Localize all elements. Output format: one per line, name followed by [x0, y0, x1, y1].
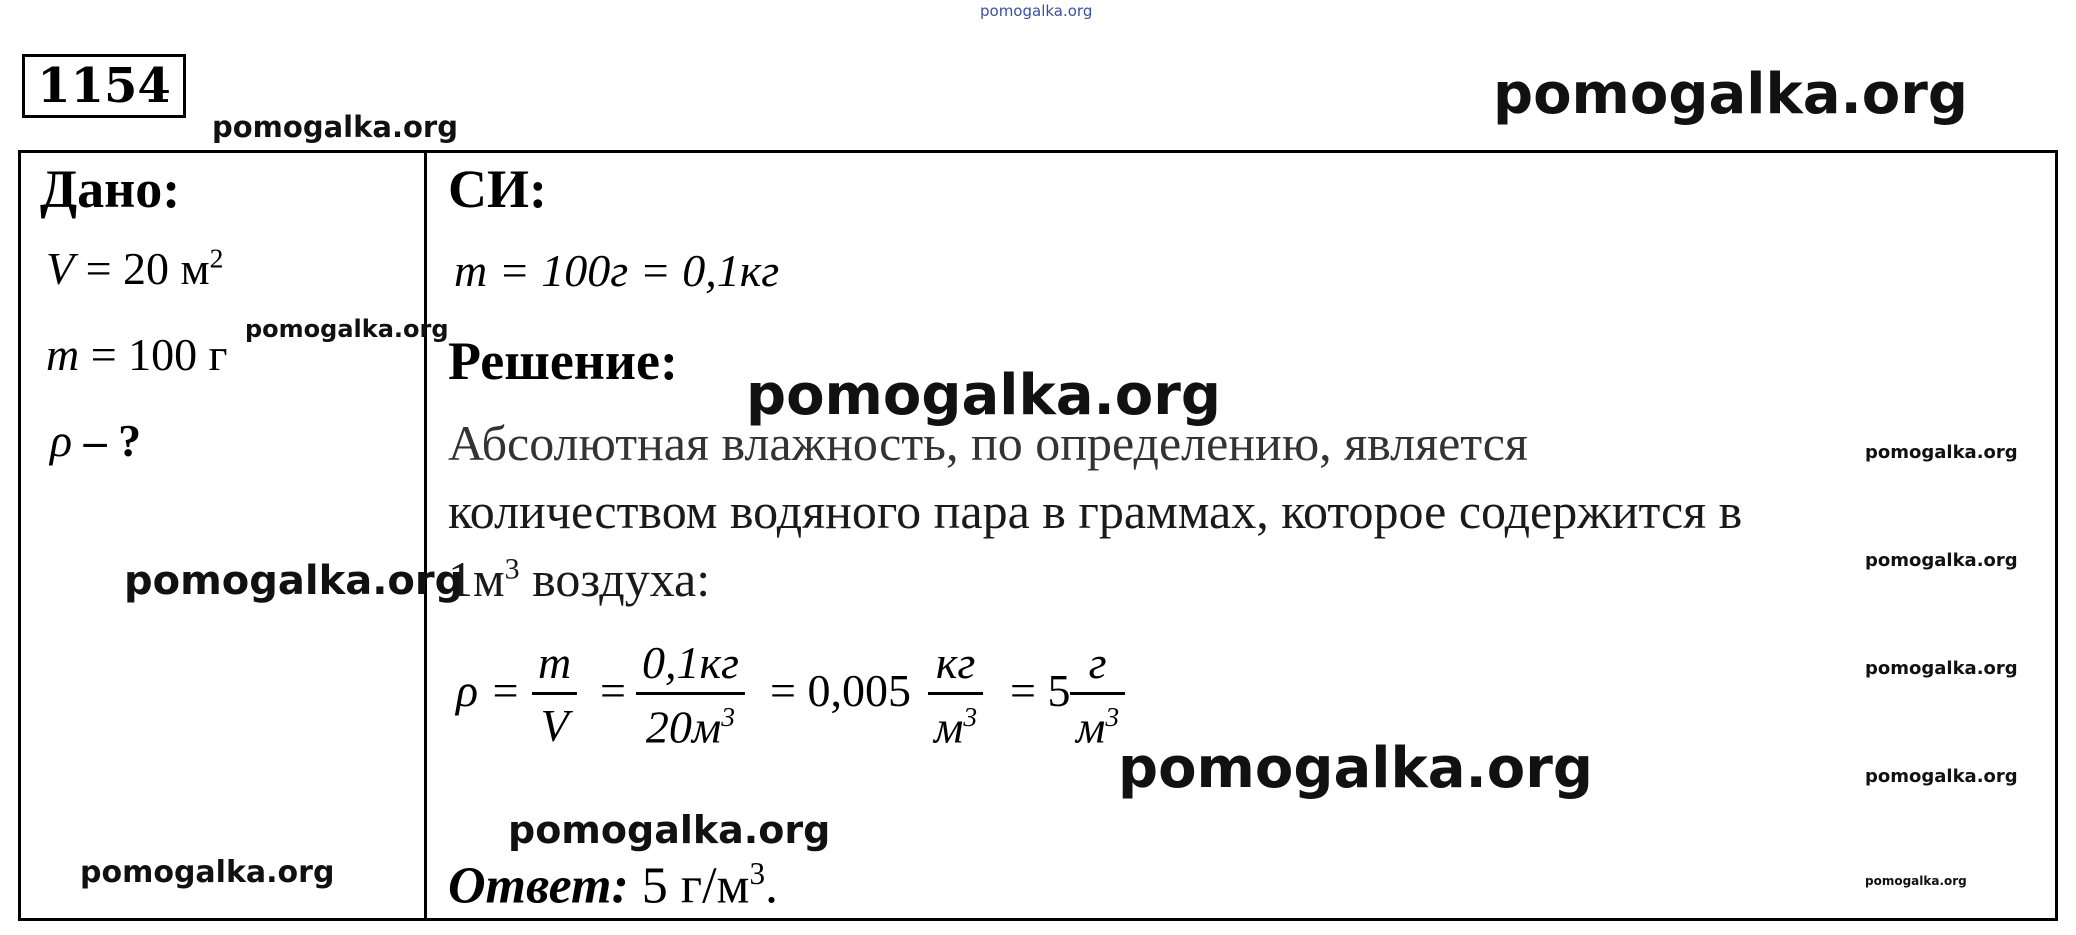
fraction-m-over-v-num: m	[538, 637, 572, 688]
given-volume-exp: 2	[209, 242, 224, 274]
fraction-kg-per-m3-exp: 3	[963, 701, 978, 732]
answer-value: 5 г/м	[628, 857, 750, 915]
fraction-mass-over-volume-num: 0,1кг	[642, 637, 739, 688]
answer-label: Ответ:	[448, 857, 629, 915]
watermark-right-5: pomogalka.org	[1865, 874, 1967, 888]
formula-eq1: =	[600, 665, 626, 716]
watermark-right-4: pomogalka.org	[1865, 766, 2018, 787]
given-unknown-var: ρ	[50, 415, 73, 466]
fraction-g-per-m3-den: м	[1076, 701, 1106, 753]
watermark-right-3: pomogalka.org	[1865, 658, 2018, 679]
answer-line	[448, 856, 778, 915]
given-mass-value: = 100 г	[79, 329, 228, 380]
formula-eq2: = 0,005	[770, 665, 911, 716]
solution-text-line2: количеством водяного пара в граммах, которое содержится в	[448, 483, 1743, 539]
given-volume	[46, 242, 223, 295]
watermark-center-1: pomogalka.org	[746, 363, 1221, 428]
fraction-kg-per-m3	[928, 637, 983, 753]
watermark-given-2: pomogalka.org	[124, 558, 464, 604]
fraction-mass-over-volume-exp: 3	[721, 701, 736, 732]
watermark-right-1: pomogalka.org	[1865, 442, 2018, 463]
watermark-right-2: pomogalka.org	[1865, 550, 2018, 571]
column-divider	[424, 150, 427, 921]
fraction-g-per-m3-den-wrap	[1070, 695, 1125, 753]
solution-text-line3	[448, 550, 710, 608]
fraction-g-per-m3	[1070, 637, 1125, 753]
fraction-g-per-m3-num: г	[1088, 637, 1107, 688]
top-watermark: pomogalka.org	[980, 2, 1093, 20]
given-unknown-rest: – ?	[72, 415, 142, 466]
watermark-center-2: pomogalka.org	[1118, 736, 1593, 801]
fraction-m-over-v	[532, 637, 577, 751]
header-watermark-small: pomogalka.org	[212, 110, 458, 144]
given-unknown	[50, 414, 141, 467]
fraction-kg-per-m3-den-wrap	[928, 695, 983, 753]
given-heading: Дано:	[40, 159, 181, 219]
solution-text-line3-exp: 3	[504, 552, 520, 586]
answer-exp: 3	[749, 856, 766, 891]
solution-text-line3-a: 1м	[448, 551, 505, 607]
fraction-mass-over-volume-den-wrap	[640, 695, 741, 753]
given-mass-var: m	[46, 329, 80, 380]
watermark-given-1: pomogalka.org	[245, 315, 449, 343]
formula-lhs: ρ =	[456, 665, 521, 716]
fraction-kg-per-m3-num: кг	[935, 637, 976, 688]
given-mass	[46, 328, 228, 381]
fraction-g-per-m3-exp: 3	[1105, 701, 1120, 732]
header-watermark-large: pomogalka.org	[1493, 62, 1968, 127]
fraction-kg-per-m3-den: м	[934, 701, 964, 753]
si-conversion: m = 100г = 0,1кг	[454, 245, 780, 296]
watermark-center-3: pomogalka.org	[508, 808, 831, 852]
fraction-mass-over-volume-den: 20м	[645, 701, 722, 753]
given-volume-var: V	[46, 243, 75, 294]
si-heading: СИ:	[448, 159, 547, 219]
answer-end: .	[765, 857, 779, 915]
solution-heading: Решение:	[448, 331, 678, 391]
solution-text-line1: Абсолютная влажность, по определению, является	[448, 415, 1528, 471]
solution-text-line3-b: воздуха:	[519, 551, 711, 607]
given-volume-value: = 20 м	[74, 243, 210, 294]
problem-number: 1154	[22, 54, 186, 118]
formula-eq3: = 5	[1010, 665, 1071, 716]
fraction-mass-over-volume	[636, 637, 745, 753]
watermark-given-3: pomogalka.org	[80, 855, 335, 890]
fraction-m-over-v-den: V	[540, 700, 569, 751]
